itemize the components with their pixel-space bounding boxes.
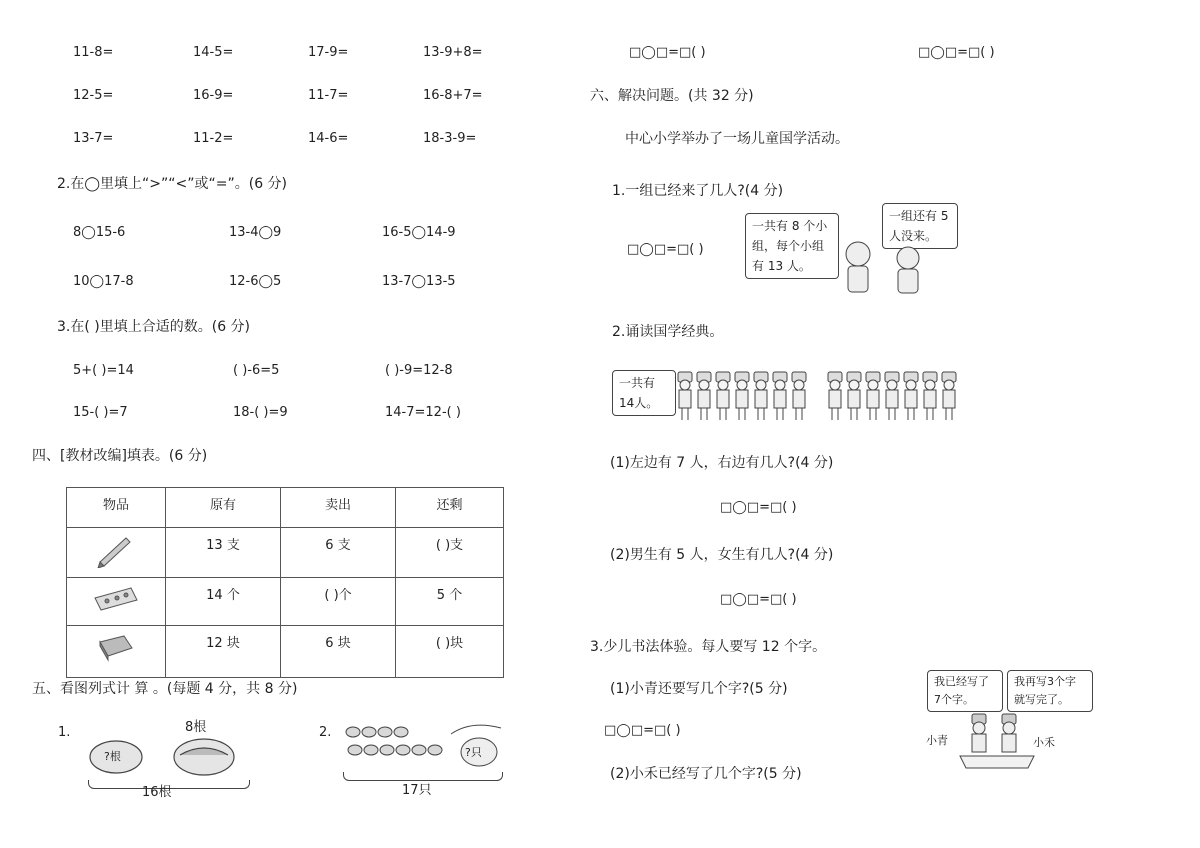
compare-item: 12-6◯5 — [229, 274, 282, 289]
fig1-bottom-label: 16根 — [142, 785, 172, 800]
students-illustration — [676, 370, 961, 428]
calc-item: 11-8= — [73, 45, 114, 60]
name-label: 小禾 — [1033, 736, 1055, 749]
table-cell: 5 个 — [396, 578, 504, 626]
calc-item: 11-7= — [308, 88, 349, 103]
sec4-title: 四、[教材改编]填表。(6 分) — [32, 448, 208, 464]
table-header: 原有 — [166, 488, 281, 528]
pencil-icon — [67, 528, 166, 578]
q2-sub2: (2)男生有 5 人，女生有几人?(4 分) — [610, 547, 834, 563]
table-cell: 6 支 — [281, 528, 396, 578]
calc-item: 16-9= — [193, 88, 234, 103]
formula-blank: □◯□=□( ) — [604, 723, 681, 738]
brace-line — [343, 772, 503, 781]
fill-item: ( )-9=12-8 — [385, 363, 453, 378]
table-header-row — [67, 488, 504, 528]
calc-item: 16-8+7= — [423, 88, 483, 103]
table-header: 卖出 — [281, 488, 396, 528]
sec5-title: 五、看图列式计 算 。(每题 4 分，共 8 分) — [32, 681, 298, 697]
q2-sub1: (1)左边有 7 人，右边有几人?(4 分) — [610, 455, 834, 471]
tree-question-label: ?只 — [465, 746, 482, 759]
table-cell: 13 支 — [166, 528, 281, 578]
compare-item: 13-7◯13-5 — [382, 274, 456, 289]
formula-blank: □◯□=□( ) — [720, 500, 797, 515]
q2-right-title: 2.诵读国学经典。 — [612, 324, 724, 340]
sales-table — [66, 487, 504, 678]
compare-item: 10◯17-8 — [73, 274, 134, 289]
pencil-case-icon — [67, 578, 166, 626]
table-row — [67, 626, 504, 678]
q1-title: 1.一组已经来了几人?(4 分) — [612, 183, 784, 199]
q3-sub1: (1)小青还要写几个字?(5 分) — [610, 681, 788, 697]
q2-title: 2.在◯里填上“>”“<”或“=”。(6 分) — [57, 176, 288, 192]
sec6-title: 六、解决问题。(共 32 分) — [590, 88, 754, 104]
basket-question-label: ?根 — [104, 750, 121, 763]
table-row — [67, 578, 504, 626]
name-label: 小青 — [926, 734, 948, 747]
fig2-number: 2. — [319, 725, 332, 740]
table-cell: 6 块 — [281, 626, 396, 678]
formula-blank: □◯□=□( ) — [918, 45, 995, 60]
calc-item: 14-6= — [308, 131, 349, 146]
speech-bubble: 一共有 8 个小组，每个小组有 13 人。 — [745, 213, 839, 279]
formula-blank: □◯□=□( ) — [627, 242, 704, 257]
fig2-bottom-label: 17只 — [402, 783, 432, 798]
table-cell: ( )块 — [396, 626, 504, 678]
table-cell: ( )支 — [396, 528, 504, 578]
girls-illustration — [838, 236, 928, 300]
calc-item: 13-7= — [73, 131, 114, 146]
table-row — [67, 528, 504, 578]
calc-item: 14-5= — [193, 45, 234, 60]
fig1-number: 1. — [58, 725, 71, 740]
fill-item: 14-7=12-( ) — [385, 405, 461, 420]
fill-item: 18-( )=9 — [233, 405, 288, 420]
calligraphy-illustration — [958, 712, 1038, 774]
fill-item: ( )-6=5 — [233, 363, 280, 378]
calc-item: 13-9+8= — [423, 45, 483, 60]
calc-item: 12-5= — [73, 88, 114, 103]
fill-item: 5+( )=14 — [73, 363, 134, 378]
eraser-icon — [67, 626, 166, 678]
speech-bubble: 一组还有 5 人没来。 — [882, 203, 958, 249]
formula-blank: □◯□=□( ) — [629, 45, 706, 60]
formula-blank: □◯□=□( ) — [720, 592, 797, 607]
fill-item: 15-( )=7 — [73, 405, 128, 420]
speech-bubble: 我再写3个字就写完了。 — [1007, 670, 1093, 712]
calc-item: 11-2= — [193, 131, 234, 146]
fig1-top-label: 8根 — [185, 720, 207, 735]
q3-title: 3.在( )里填上合适的数。(6 分) — [57, 319, 251, 335]
speech-bubble: 我已经写了 7个字。 — [927, 670, 1003, 712]
compare-item: 16-5◯14-9 — [382, 225, 456, 240]
q3-sub2: (2)小禾已经写了几个字?(5 分) — [610, 766, 802, 782]
table-cell: 14 个 — [166, 578, 281, 626]
q3-right-title: 3.少儿书法体验。每人要写 12 个字。 — [590, 639, 827, 655]
table-header: 还剩 — [396, 488, 504, 528]
table-header: 物品 — [67, 488, 166, 528]
compare-item: 13-4◯9 — [229, 225, 282, 240]
table-cell: 12 块 — [166, 626, 281, 678]
speech-bubble: 一共有 14人。 — [612, 370, 676, 416]
activity-intro: 中心小学举办了一场儿童国学活动。 — [625, 131, 849, 147]
compare-item: 8◯15-6 — [73, 225, 126, 240]
table-cell: ( )个 — [281, 578, 396, 626]
calc-item: 17-9= — [308, 45, 349, 60]
calc-item: 18-3-9= — [423, 131, 477, 146]
